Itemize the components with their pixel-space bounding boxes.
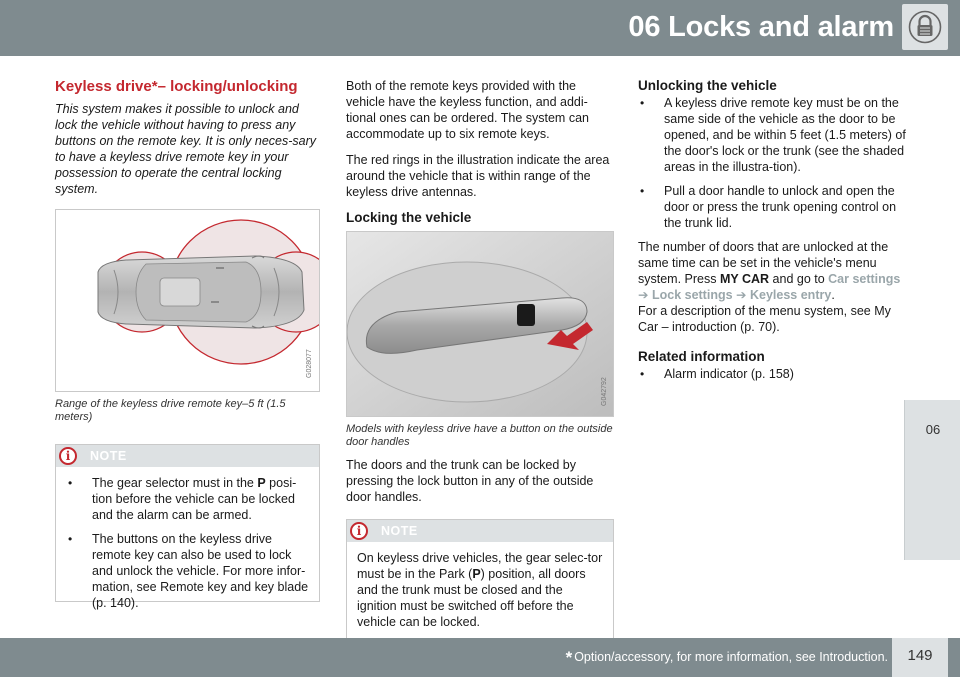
note-body [56, 467, 319, 629]
related-link[interactable]: • Alarm indicator (p. 158) [638, 366, 906, 382]
menu-path-lock-settings: Lock settings [651, 288, 733, 302]
arrow-right-icon: ➔ [736, 288, 747, 302]
column-3 [638, 78, 906, 390]
note-title: NOTE [90, 449, 127, 463]
figure-caption: Models with keyless drive have a button on the outside door handles [346, 423, 613, 448]
figure-door-handle [346, 231, 614, 417]
section-heading-keyless-drive: Keyless drive*– locking/unlocking [55, 78, 298, 95]
menu-path-keyless-entry: Keyless entry [750, 288, 832, 302]
note-text: On keyless drive vehicles, the gear selec-tor must be in the Park (P) position, all doors and the trunk must be closed and the ignition must be switched off before the vehicle can be locked. [357, 551, 603, 629]
chapter-title: 06 Locks and alarm [628, 11, 894, 43]
subheading-related: Related information [638, 349, 765, 364]
note-body [347, 542, 613, 640]
subheading-unlocking: Unlocking the vehicle [638, 78, 777, 93]
note-bullet-list [66, 475, 309, 611]
subheading-locking: Locking the vehicle [346, 210, 472, 225]
info-icon: i [350, 522, 368, 540]
intro-paragraph: This system makes it possible to unlock and lock the vehicle without having to press any buttons on the remote key. It is only neces-sary to have a keyless drive remote key in your possession to operate the central locking system. [55, 102, 317, 196]
figure-keyless-range [55, 209, 320, 392]
page-footer [0, 638, 960, 677]
arrow-right-icon: ➔ [638, 288, 649, 302]
figure-code: G042792 [601, 377, 608, 406]
note-header [56, 445, 319, 467]
page-header [0, 0, 960, 56]
note-bullet: • The buttons on the keyless drive remote key can also be used to lock and unlock the vehicle. For more infor-mation, see Remote key and key blade (p. 140). [66, 531, 309, 611]
paragraph: For a description of the menu system, see My Car – introduction (p. 70). [638, 304, 891, 334]
figure-caption: Range of the keyless drive remote key–5 ft (1.5 meters) [55, 398, 286, 423]
bullet-item: • Pull a door handle to unlock and open the door or press the trunk opening control on the trunk lid. [638, 183, 906, 231]
note-bullet: • The gear selector must in the P posi-tion before the vehicle can be locked and the alarm can be armed. [66, 475, 309, 523]
note-box-col2 [346, 519, 614, 641]
chapter-side-tab-label: 06 [925, 422, 941, 437]
padlock-icon [908, 10, 942, 44]
paragraph: The doors and the trunk can be locked by pressing the lock button in any of the outside door handles. [346, 458, 594, 504]
door-handle-illustration [347, 232, 613, 416]
car-top-view-illustration [56, 210, 319, 391]
bullet-item: • A keyless drive remote key must be on the same side of the vehicle as the door to be opened, and be within 5 feet (1.5 meters) of the door's lock or the trunk (see the shaded areas in the illustra-tion). [638, 95, 906, 175]
chapter-icon-box [902, 4, 948, 50]
related-list [638, 366, 906, 382]
page-number-box [892, 638, 948, 677]
column-1 [55, 78, 320, 610]
page-number: 149 [907, 647, 933, 664]
paragraph: Both of the remote keys provided with the vehicle have the keyless function, and addi-tional ones can be ordered. The system can accommodate up to six remote keys. [346, 79, 589, 141]
menu-path-car-settings: Car settings [828, 272, 901, 286]
column-2 [346, 78, 614, 641]
paragraph-menu-path: The number of doors that are unlocked at the same time can be set in the vehicle's menu system. Press MY CAR and go to Car settings ➔ Lock settings ➔ Keyless entry. [638, 240, 901, 302]
note-box-col1 [55, 444, 320, 610]
footer-note: * Option/accessory, for more information, see Introduction. [565, 648, 888, 667]
chapter-side-tab [904, 400, 960, 560]
paragraph: The red rings in the illustration indicate the area around the vehicle that is within range of the keyless drive antennas. [346, 153, 610, 199]
info-icon: i [59, 447, 77, 465]
unlock-bullet-list [638, 95, 906, 231]
note-header [347, 520, 613, 542]
note-title: NOTE [381, 524, 418, 538]
figure-code: G028077 [306, 349, 313, 378]
